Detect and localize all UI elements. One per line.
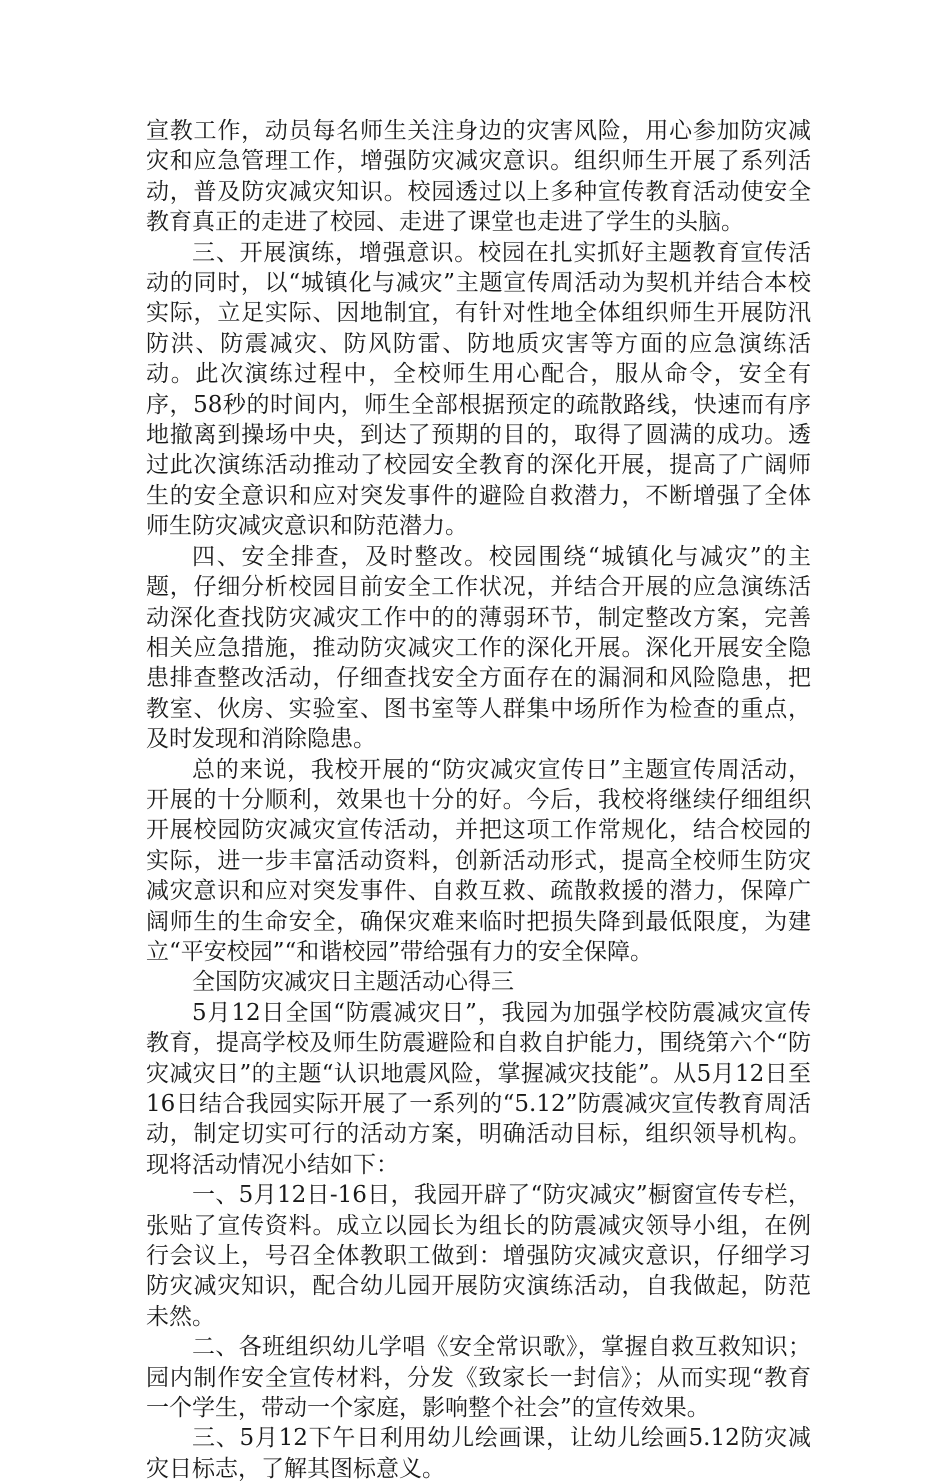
paragraph-may12-intro: 5月12日全国“防震减灾日”，我园为加强学校防震减灾宣传教育，提高学校及师生防震避险和自救自护能力，围绕第六个“防灾减灾日”的主题“认识地震风险，掌握减灾技能”。从5月12日至16日结合我园实际开展了一系列的“5.12”防震减灾宣传教育周活动，制定切实可行的活动方案，明确活动目标，组织领导机构。现将活动情况小结如下： [146, 999, 811, 1178]
paragraph-drill: 三、开展演练，增强意识。校园在扎实抓好主题教育宣传活动的同时，以“城镇化与减灾”主题宣传周活动为契机并结合本校实际，立足实际、因地制宜，有针对性地全体组织师生开展防汛防洪、防震减灾、防风防雷、防地质灾害等方面的应急演练活动。此次演练过程中，全校师生用心配合，服从命令，安全有序，58秒的时间内，师生全部根据预定的疏散路线，快速而有序地撤离到操场中央，到达了预期的目的，取得了圆满的成功。透过此次演练活动推动了校园安全教育的深化开展，提高了广阔师生的安全意识和应对突发事件的避险自救潜力，不断增强了全体师生防灾减灾意识和防范潜力。 [146, 239, 811, 540]
paragraph-summary: 总的来说，我校开展的“防灾减灾宣传日”主题宣传周活动，开展的十分顺利，效果也十分的好。今后，我校将继续仔细组织开展校园防灾减灾宣传活动，并把这项工作常规化，结合校园的实际，进一步丰富活动资料，创新活动形式，提高全校师生防灾减灾意识和应对突发事件、自救互救、疏散救援的潜力，保障广阔师生的生命安全，确保灾难来临时把损失降到最低限度，为建立“平安校园”“和谐校园”带给强有力的安全保障。 [146, 756, 811, 965]
paragraph-item-one: 一、5月12日-16日，我园开辟了“防灾减灾”橱窗宣传专栏，张贴了宣传资料。成立以园长为组长的防震减灾领导小组，在例行会议上，号召全体教职工做到：增强防灾减灾意识，仔细学习防灾减灾知识，配合幼儿园开展防灾演练活动，自我做起，防范未然。 [146, 1182, 811, 1330]
paragraph-safety-check: 四、安全排查，及时整改。校园围绕“城镇化与减灾”的主题，仔细分析校园目前安全工作状况，并结合开展的应急演练活动深化查找防灾减灾工作中的的薄弱环节，制定整改方案，完善相关应急措施，推动防灾减灾工作的深化开展。深化开展安全隐患排查整改活动，仔细查找安全方面存在的漏洞和风险隐患，把教室、伙房、实验室、图书室等人群集中场所作为检查的重点，及时发现和消除隐患。 [146, 543, 811, 753]
paragraph-item-two: 二、各班组织幼儿学唱《安全常识歌》，掌握自救互救知识；园内制作安全宣传材料，分发《致家长一封信》；从而实现“教育一个学生，带动一个家庭，影响整个社会”的宣传效果。 [146, 1334, 811, 1422]
paragraph-intro-continued: 宣教工作，动员每名师生关注身边的灾害风险，用心参加防灾减灾和应急管理工作，增强防灾减灾意识。组织师生开展了系列活动，普及防灾减灾知识。校园透过以上多种宣传教育活动使安全教育真正的走进了校园、走进了课堂也走进了学生的头脑。 [146, 118, 811, 236]
section-heading: 全国防灾减灾日主题活动心得三 [192, 969, 514, 996]
document-body [146, 116, 811, 1484]
paragraph-item-three: 三、5月12下午日利用幼儿绘画课，让幼儿绘画5.12防灾减灾日标志，了解其图标意义。 [146, 1425, 811, 1482]
